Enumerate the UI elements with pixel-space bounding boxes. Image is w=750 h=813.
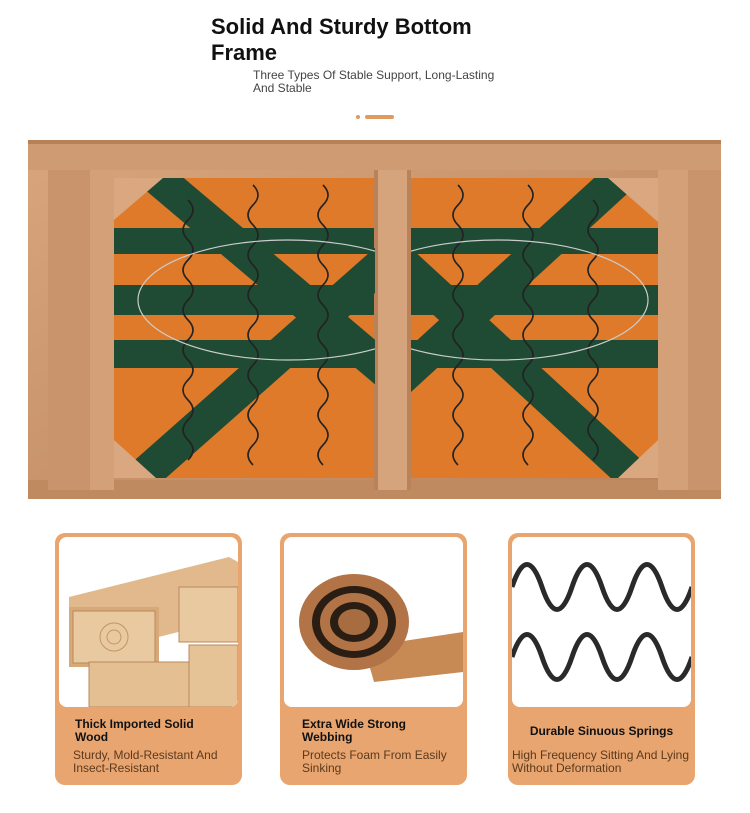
feature-title: Thick Imported Solid Wood (75, 717, 194, 744)
feature-description: Sturdy, Mold-Resistant And Insect-Resistant (73, 748, 218, 775)
feature-card-springs (508, 533, 695, 785)
page-subtitle: Three Types Of Stable Support, Long-Lasting And Stable (253, 68, 495, 95)
feature-card-webbing (280, 533, 467, 785)
indicator-dot-active (365, 115, 394, 119)
frame-photo (28, 140, 721, 499)
carousel-indicator (356, 114, 396, 120)
feature-description: Protects Foam From Easily Sinking (302, 748, 447, 775)
feature-card-wood (55, 533, 242, 785)
page-title: Solid And Sturdy Bottom Frame (211, 14, 472, 65)
frame-illustration (28, 140, 721, 499)
wood-planks-photo (59, 537, 238, 707)
webbing-roll-photo (284, 537, 463, 707)
sinuous-spring-photo (512, 537, 691, 707)
indicator-dot (356, 115, 360, 119)
feature-title: Durable Sinuous Springs (529, 724, 674, 738)
feature-title: Extra Wide Strong Webbing (302, 717, 406, 744)
feature-description: High Frequency Sitting And Lying Without Deformation (512, 748, 689, 775)
